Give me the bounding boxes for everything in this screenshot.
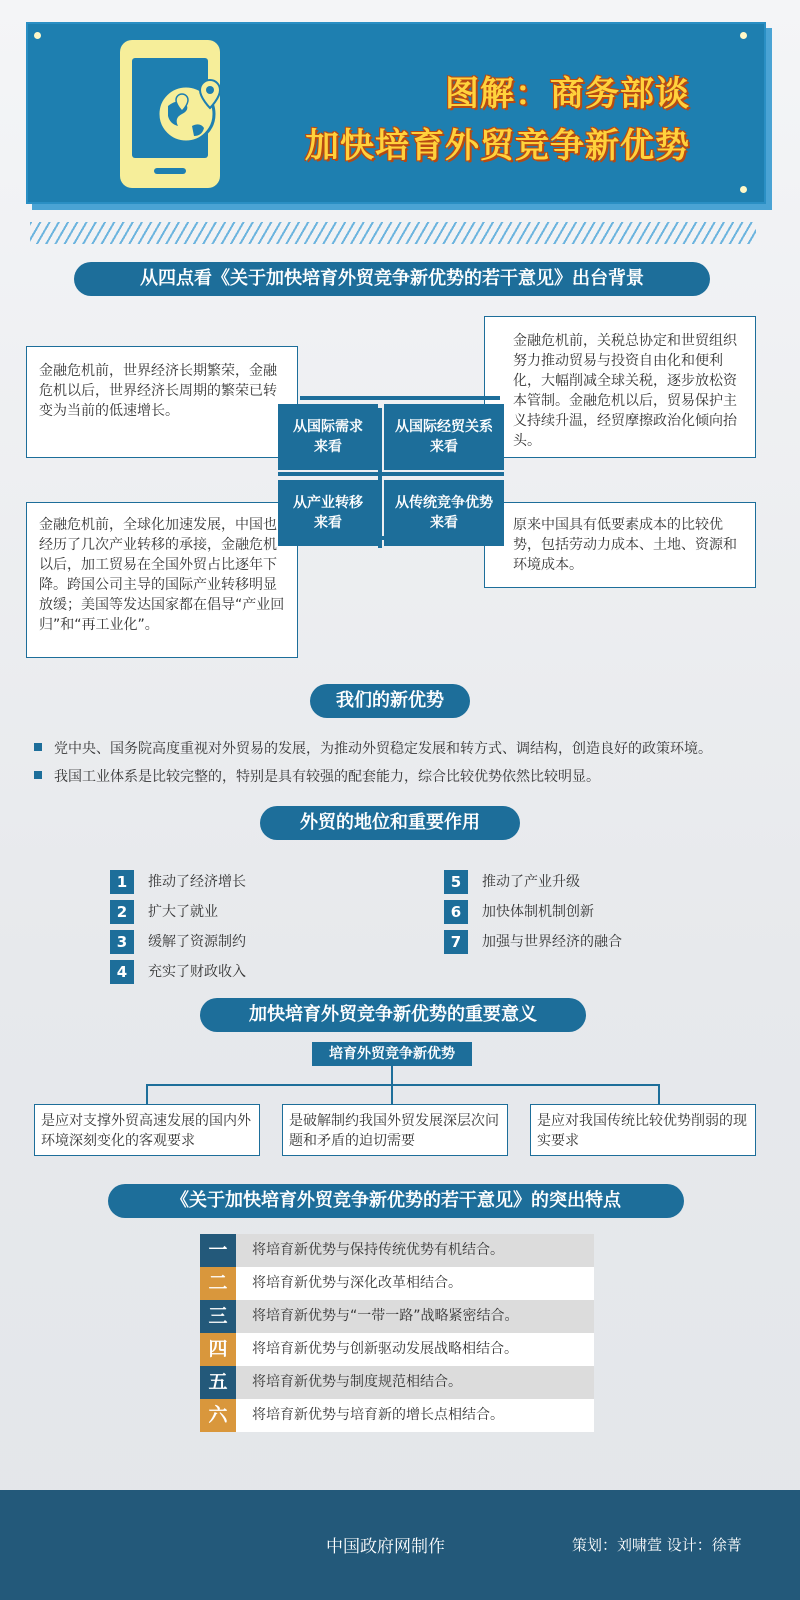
phone-button [154,168,186,174]
section-title-roles: 外贸的地位和重要作用 [260,806,520,840]
feature-text: 将培育新优势与深化改革相结合。 [252,1275,462,1291]
connector-line [300,396,500,400]
banner-dot [740,32,747,39]
section-title-significance: 加快培育外贸竞争新优势的重要意义 [200,998,586,1032]
tree-line [658,1084,660,1104]
feature-row [200,1267,594,1300]
quadrant-international-demand [278,404,378,470]
role-number: 3 [110,930,134,954]
feature-row [200,1333,594,1366]
globe-location-icon [146,70,238,150]
page-title-line1: 图解：商务部谈 [445,74,690,114]
advantage-item [34,738,712,758]
significance-branch: 是应对支撑外贸高速发展的国内外环境深刻变化的客观要求 [34,1104,260,1156]
significance-root: 培育外贸竞争新优势 [312,1042,472,1066]
bullet-icon [34,743,42,751]
feature-row [200,1234,594,1267]
feature-text: 将培育新优势与制度规范相结合。 [252,1374,462,1390]
feature-text: 将培育新优势与保持传统优势有机结合。 [252,1242,504,1258]
feature-row [200,1399,594,1432]
advantage-item [34,766,600,786]
quadrant-label: 从产业转移 来看 [293,495,363,531]
footer-credits: 策划：刘啸萱 设计：徐菁 [572,1536,742,1554]
background-text-traditional-advantage: 原来中国具有低要素成本的比较优势，包括劳动力成本、土地、资源和环境成本。 [484,502,756,588]
role-label: 加快体制机制创新 [482,904,594,920]
advantage-text: 我国工业体系是比较完整的，特别是具有较强的配套能力，综合比较优势依然比较明显。 [54,769,600,785]
feature-text: 将培育新优势与培育新的增长点相结合。 [252,1407,504,1423]
feature-number: 二 [200,1267,236,1300]
advantage-text: 党中央、国务院高度重视对外贸易的发展，为推动外贸稳定发展和转方式、调结构，创造良好的政策环境。 [54,741,712,757]
background-text-trade-relations: 金融危机前，关税总协定和世贸组织努力推动贸易与投资自由化和便利化，大幅削减全球关税，逐步放松资本管制。金融危机以后，贸易保护主义持续升温，经贸摩擦政治化倾向抬头。 [484,316,756,458]
page-title-line2: 加快培育外贸竞争新优势 [305,126,690,166]
role-label: 缓解了资源制约 [148,934,246,950]
role-label: 扩大了就业 [148,904,218,920]
role-label: 推动了产业升级 [482,874,580,890]
role-number: 1 [110,870,134,894]
quadrant-trade-relations [384,404,504,470]
quadrant-label: 从国际需求 来看 [293,419,363,455]
role-label: 充实了财政收入 [148,964,246,980]
feature-number: 三 [200,1300,236,1333]
role-number: 6 [444,900,468,924]
quadrant-label: 从传统竞争优势 来看 [395,495,493,531]
bullet-icon [34,771,42,779]
tree-line [391,1066,393,1084]
feature-number: 四 [200,1333,236,1366]
significance-branch: 是应对我国传统比较优势削弱的现实要求 [530,1104,756,1156]
connector-line [378,408,382,548]
tree-line [146,1084,148,1104]
feature-number: 一 [200,1234,236,1267]
section-title-features: 《关于加快培育外贸竞争新优势的若干意见》的突出特点 [108,1184,684,1218]
footer-producer: 中国政府网制作 [326,1537,445,1557]
feature-row [200,1300,594,1333]
quadrant-industry-transfer [278,480,378,546]
feature-text: 将培育新优势与创新驱动发展战略相结合。 [252,1341,518,1357]
quadrant-label: 从国际经贸关系 来看 [395,419,493,455]
connector-line [278,472,504,476]
background-text-industry-transfer: 金融危机前，全球化加速发展，中国也经历了几次产业转移的承接，金融危机以后，加工贸易在全国外贸占比逐年下降。跨国公司主导的国际产业转移明显放缓；美国等发达国家都在倡导“产业回归”和“再工业化”。 [26,502,298,658]
significance-branch: 是破解制约我国外贸发展深层次问题和矛盾的迫切需要 [282,1104,508,1156]
role-label: 推动了经济增长 [148,874,246,890]
section-title-background: 从四点看《关于加快培育外贸竞争新优势的若干意见》出台背景 [74,262,710,296]
feature-number: 六 [200,1399,236,1432]
section-title-advantages: 我们的新优势 [310,684,470,718]
background-text-international-demand: 金融危机前，世界经济长期繁荣，金融危机以后，世界经济长周期的繁荣已转变为当前的低速增长。 [26,346,298,458]
feature-number: 五 [200,1366,236,1399]
quadrant-traditional-advantage [384,480,504,546]
decorative-stripes [30,222,756,244]
tree-line [391,1084,393,1104]
banner-dot [740,186,747,193]
role-number: 2 [110,900,134,924]
feature-text: 将培育新优势与“一带一路”战略紧密结合。 [252,1308,519,1324]
role-number: 7 [444,930,468,954]
banner-dot [34,32,41,39]
feature-row [200,1366,594,1399]
tree-line [146,1084,660,1086]
role-number: 5 [444,870,468,894]
role-label: 加强与世界经济的融合 [482,934,622,950]
role-number: 4 [110,960,134,984]
